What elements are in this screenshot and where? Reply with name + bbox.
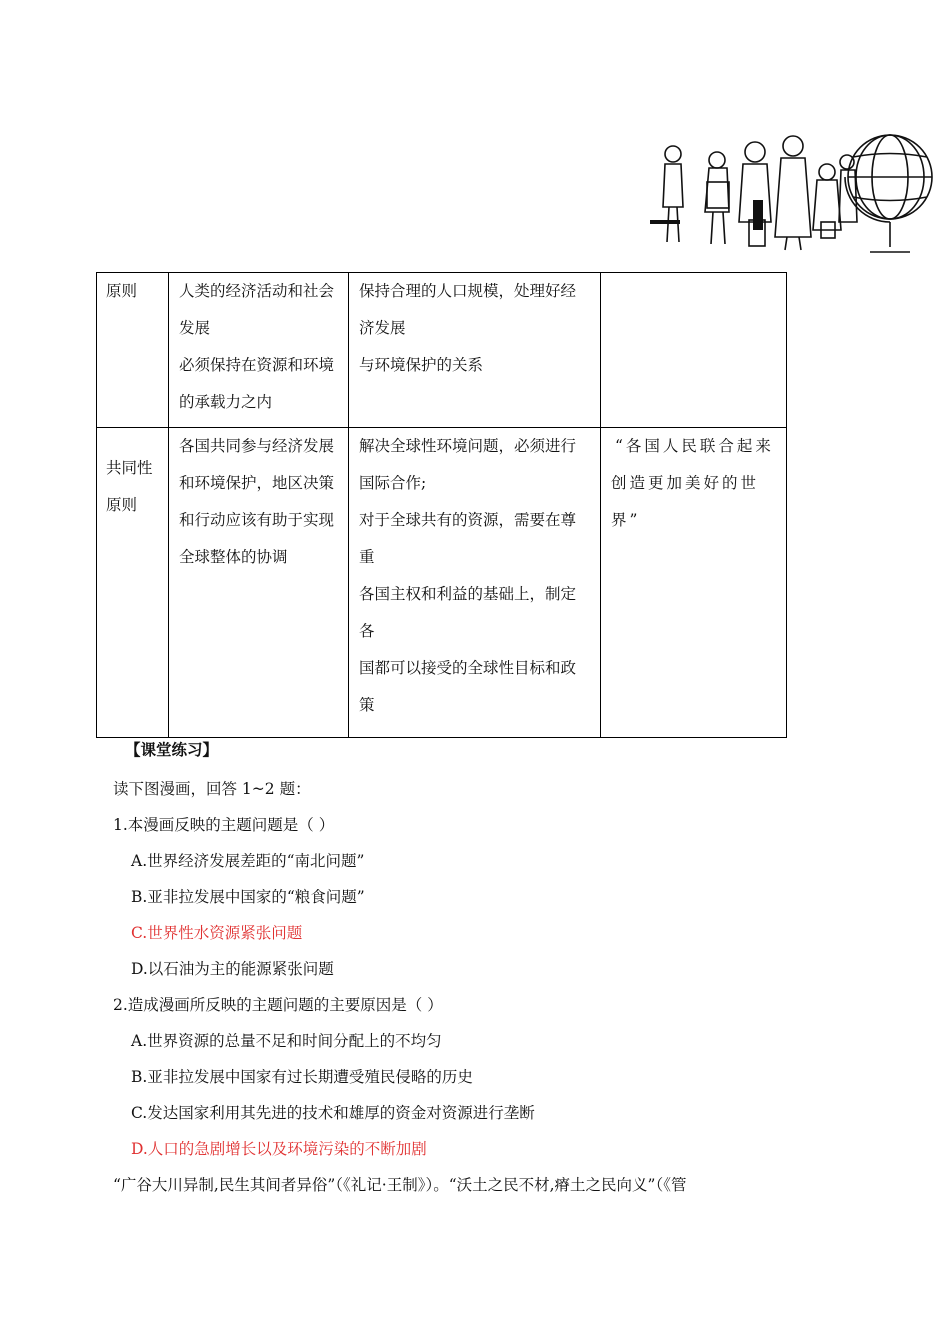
- cell-line: 国都可以接受的全球性目标和政: [359, 659, 577, 678]
- cell-line: 解决全球性环境问题，必须进行: [359, 437, 577, 456]
- cell-line: 创造更加美好的世: [611, 474, 760, 493]
- cell-line: 国际合作;: [359, 474, 427, 493]
- row-label-line: 原则: [106, 282, 138, 300]
- table-cell: [349, 428, 601, 738]
- cell-line: 保持合理的人口规模，处理好经: [359, 282, 577, 300]
- cell-line: 全球整体的协调: [179, 548, 288, 567]
- cell-line: 和行动应该有助于实现: [179, 511, 335, 530]
- table-cell: [169, 428, 349, 738]
- cell-line: 的承载力之内: [179, 393, 273, 411]
- q1-option-d: D.以石油为主的能源紧张问题: [131, 960, 334, 978]
- cartoon-illustration: [645, 112, 945, 262]
- cell-line: 必须保持在资源和环境: [179, 356, 335, 374]
- q1-option-c-answer: C.世界性水资源紧张问题: [131, 924, 303, 942]
- question-2-stem: 2.造成漫画所反映的主题问题的主要原因是（ ）: [113, 996, 443, 1014]
- cell-line: 策: [359, 696, 375, 715]
- row-label-line: 原则: [106, 496, 138, 515]
- cell-line: 发展: [179, 319, 211, 337]
- table-cell: [349, 273, 601, 428]
- cell-line: 济发展: [359, 319, 406, 337]
- table-cell-empty: [601, 273, 787, 428]
- q1-option-a: A.世界经济发展差距的“南北问题”: [131, 852, 365, 870]
- table-cell: [169, 273, 349, 428]
- row-label-line: 共同性: [106, 459, 153, 478]
- exercise-intro: 读下图漫画，回答 1~2 题：: [113, 780, 311, 798]
- principles-table: [96, 272, 787, 738]
- cell-line: 界”: [611, 511, 641, 530]
- cell-line: 各国共同参与经济发展: [179, 437, 335, 456]
- table-row: [97, 428, 787, 738]
- section-heading: 【课堂练习】: [125, 740, 219, 759]
- q2-option-d-answer: D.人口的急剧增长以及环境污染的不断加剧: [131, 1140, 427, 1158]
- cell-line: 对于全球共有的资源，需要在尊: [359, 511, 577, 530]
- q1-option-b: B.亚非拉发展中国家的“粮食问题”: [131, 888, 365, 906]
- q2-option-b: B.亚非拉发展中国家有过长期遭受殖民侵略的历史: [131, 1068, 473, 1086]
- table-row: [97, 273, 787, 428]
- question-1-stem: 1.本漫画反映的主题问题是（ ）: [113, 816, 335, 834]
- q2-option-a: A.世界资源的总量不足和时间分配上的不均匀: [131, 1032, 442, 1050]
- table-cell-quote: [601, 428, 787, 738]
- cell-line: 各国主权和利益的基础上，制定: [359, 585, 577, 604]
- q2-option-c: C.发达国家利用其先进的技术和雄厚的资金对资源进行垄断: [131, 1104, 535, 1122]
- cell-line: 和环境保护，地区决策: [179, 474, 335, 493]
- cell-line: 各: [359, 622, 375, 641]
- closing-paragraph: “广谷大川异制,民生其间者异俗”（《礼记·王制》）。“沃土之民不材,瘠土之民向义”（《管: [113, 1176, 687, 1194]
- cell-line: 与环境保护的关系: [359, 356, 484, 374]
- cell-line: 人类的经济活动和社会: [179, 282, 335, 300]
- row-label: [97, 273, 169, 428]
- row-label: [97, 428, 169, 738]
- cell-line: “各国人民联合起来: [615, 437, 774, 456]
- cell-line: 重: [359, 548, 375, 567]
